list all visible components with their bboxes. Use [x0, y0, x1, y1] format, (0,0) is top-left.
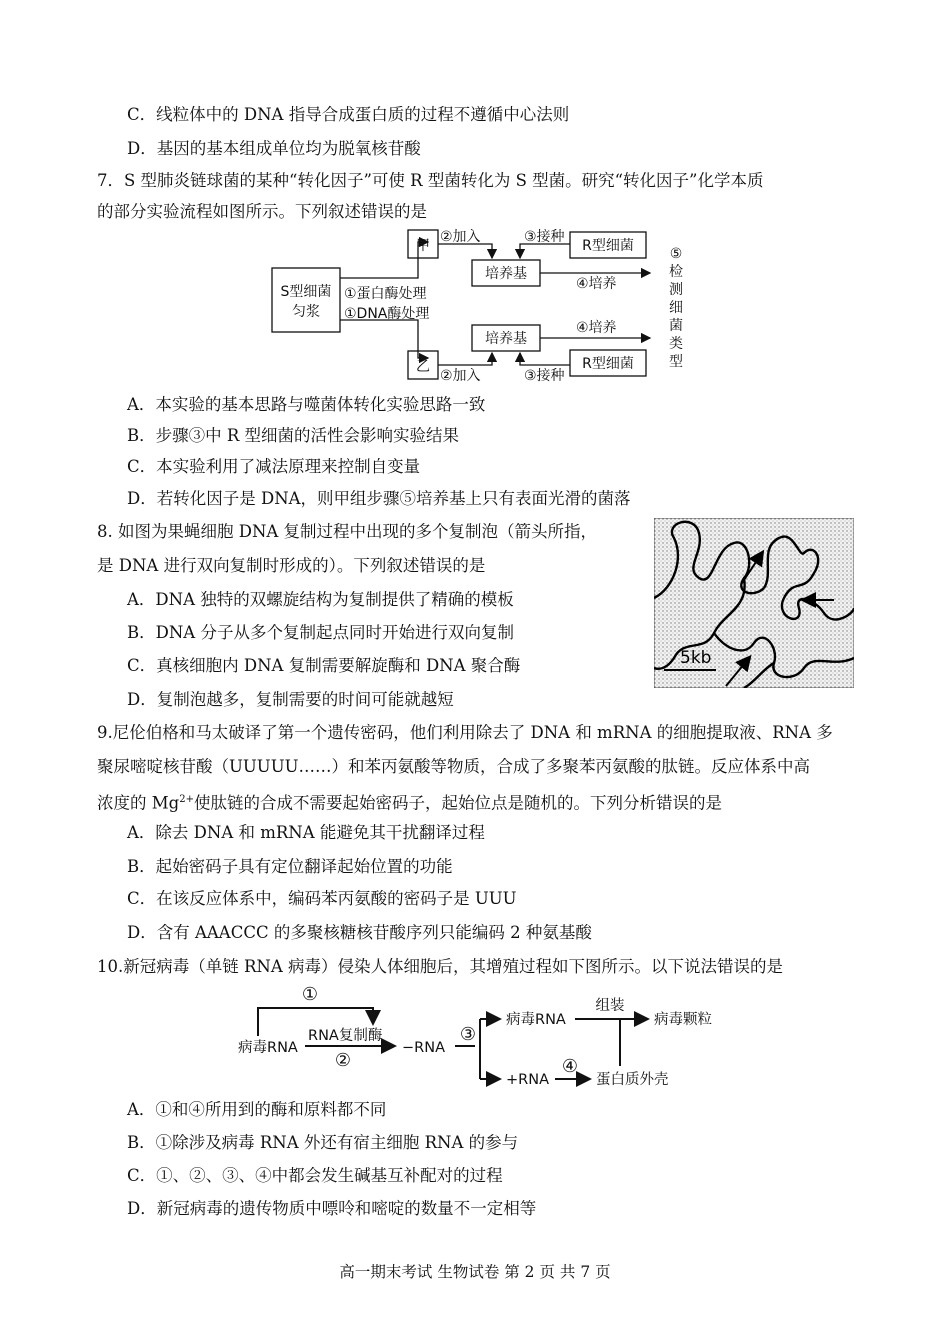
q8-option-c: C．真核细胞内 DNA 复制需要解旋酶和 DNA 聚合酶 [127, 656, 521, 675]
step-4: ④ [561, 1056, 579, 1077]
q10-option-a: A．①和④所用到的酶和原料都不同 [127, 1100, 387, 1119]
scale-label: 5kb [680, 648, 712, 668]
medium-top: 培养基 [485, 266, 527, 282]
q9-stem-line1: 9.尼伦伯格和马太破译了第一个遗传密码，他们利用除去了 DNA 和 mRNA 的细胞提取液、RNA 多 [97, 723, 833, 742]
detect-2: 测 [669, 282, 683, 298]
q7-stem-line2: 的部分实验流程如图所示。下列叙述错误的是 [97, 202, 427, 221]
q9-option-b: B．起始密码子具有定位翻译起始位置的功能 [127, 857, 453, 876]
s-box-line2: 匀浆 [292, 304, 320, 320]
detect-1: 检 [669, 264, 683, 280]
viral-rna-start: 病毒RNA [238, 1040, 298, 1056]
detect-0: ⑤ [669, 246, 683, 262]
viral-rna-product: 病毒RNA [506, 1012, 566, 1028]
virus-particle: 病毒颗粒 [654, 1012, 712, 1028]
q9-option-d: D．含有 AAACCC 的多聚核糖核苷酸序列只能编码 2 种氨基酸 [127, 923, 592, 942]
jia-label: 甲 [416, 238, 430, 254]
r-cell-top: R型细菌 [582, 238, 634, 254]
yi-label: 乙 [416, 359, 430, 375]
q10-option-d: D．新冠病毒的遗传物质中嘌呤和嘧啶的数量不一定相等 [127, 1199, 537, 1218]
q6-option-d: D．基因的基本组成单位均为脱氧核苷酸 [127, 139, 421, 158]
step-3: ③ [459, 1024, 477, 1045]
culture-top: ④培养 [576, 276, 617, 292]
detect-4: 菌 [669, 318, 683, 334]
q10-stem: 10.新冠病毒（单链 RNA 病毒）侵染人体细胞后，其增殖过程如下图所示。以下说法错误的是 [97, 957, 784, 976]
q9-option-c: C．在该反应体系中，编码苯丙氨酸的密码子是 UUU [127, 889, 517, 908]
q10-option-c: C．①、②、③、④中都会发生碱基互补配对的过程 [127, 1166, 503, 1185]
page-footer: 高一期末考试 生物试卷 第 2 页 共 7 页 [339, 1263, 611, 1281]
step-2: ② [334, 1050, 352, 1071]
q7-option-a: A．本实验的基本思路与噬菌体转化实验思路一致 [127, 395, 486, 414]
rna-replicase: RNA复制酶 [308, 1028, 383, 1044]
s-bacteria-box [272, 268, 340, 332]
q8-stem-line1: 8. 如图为果蝇细胞 DNA 复制过程中出现的多个复制泡（箭头所指， [97, 522, 598, 541]
s-box-line1: S型细菌 [280, 284, 332, 300]
medium-bottom: 培养基 [485, 331, 527, 347]
detect-5: 类 [669, 336, 683, 352]
q7-stem-line1: 7．S 型肺炎链球菌的某种“转化因子”可使 R 型菌转化为 S 型菌。研究“转化因子”化学本质 [97, 171, 764, 190]
step-1: ① [301, 984, 319, 1005]
assemble-label: 组装 [595, 998, 625, 1014]
protein-capsid: 蛋白质外壳 [596, 1072, 669, 1088]
q6-option-c: C．线粒体中的 DNA 指导合成蛋白质的过程不遵循中心法则 [127, 105, 570, 124]
q8-option-a: A．DNA 独特的双螺旋结构为复制提供了精确的模板 [127, 590, 514, 609]
detect-3: 细 [669, 300, 683, 316]
negative-rna: −RNA [402, 1040, 445, 1056]
inoculate-top: ③接种 [524, 229, 565, 245]
culture-bottom: ④培养 [576, 320, 617, 336]
q7-diagram [268, 228, 698, 388]
q9-stem-line3: 浓度的 $Mg^{2+}$使肽链的合成不需要起始密码子，起始位点是随机的。下列分析错误的是 [97, 793, 722, 813]
q7-option-b: B．步骤③中 R 型细菌的活性会影响实验结果 [127, 426, 460, 445]
q7-option-d: D．若转化因子是 DNA，则甲组步骤⑤培养基上只有表面光滑的菌落 [127, 489, 631, 508]
step1-protease: ①蛋白酶处理 [344, 286, 427, 302]
q7-option-c: C．本实验利用了减法原理来控制自变量 [127, 457, 421, 476]
add-top: ②加入 [440, 229, 481, 245]
q10-option-b: B．①除涉及病毒 RNA 外还有宿主细胞 RNA 的参与 [127, 1133, 519, 1152]
step1-dnase: ①DNA酶处理 [344, 306, 430, 322]
positive-rna: +RNA [506, 1072, 549, 1088]
add-bottom: ②加入 [440, 368, 481, 384]
detect-6: 型 [669, 354, 683, 370]
replication-bubble-micrograph [654, 518, 854, 688]
r-cell-bottom: R型细菌 [582, 356, 634, 372]
q9-stem-line2: 聚尿嘧啶核苷酸（UUUUU……）和苯丙氨酸等物质，合成了多聚苯丙氨酸的肽链。反应体系中高 [97, 757, 811, 776]
q9-option-a: A．除去 DNA 和 mRNA 能避免其干扰翻译过程 [127, 823, 485, 842]
q8-stem-line2: 是 DNA 进行双向复制时形成的）。下列叙述错误的是 [97, 556, 486, 575]
q8-option-d: D．复制泡越多，复制需要的时间可能就越短 [127, 690, 454, 709]
inoculate-bottom: ③接种 [524, 368, 565, 384]
q8-option-b: B．DNA 分子从多个复制起点同时开始进行双向复制 [127, 623, 514, 642]
q10-diagram [230, 984, 750, 1094]
